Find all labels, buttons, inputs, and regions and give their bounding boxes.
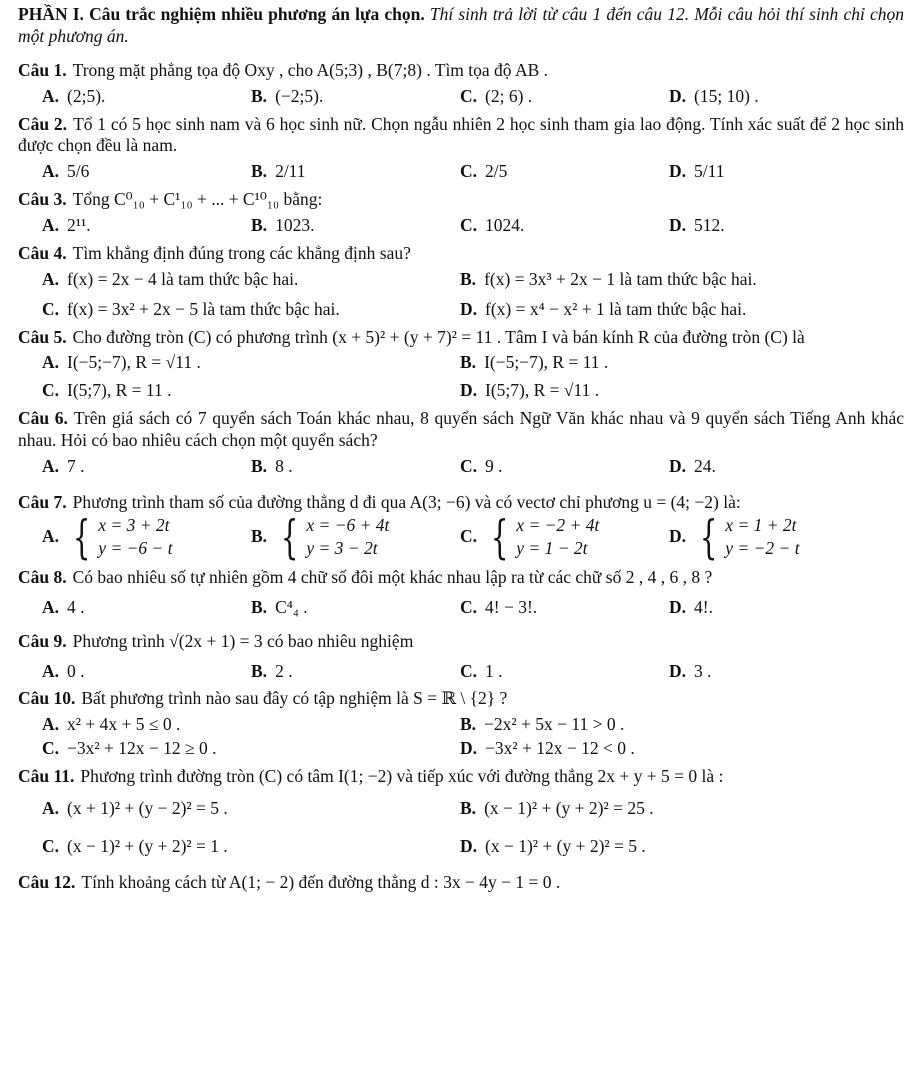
option-text: (x − 1)² + (y + 2)² = 25 . bbox=[484, 797, 654, 818]
option-text: 5/6 bbox=[67, 161, 90, 182]
brace-icon: { bbox=[72, 510, 91, 565]
option-text: −3x² + 12x − 12 ≥ 0 . bbox=[67, 738, 217, 759]
option-text: (x + 1)² + (y − 2)² = 5 . bbox=[67, 797, 228, 818]
equation-row: x = 3 + 2t bbox=[98, 514, 170, 535]
option-letter: C. bbox=[42, 380, 60, 401]
option-a[interactable] bbox=[42, 161, 251, 183]
option-letter: D. bbox=[669, 161, 687, 182]
question-4 bbox=[18, 243, 904, 321]
option-letter: D. bbox=[669, 85, 687, 106]
option-text: I(−5;−7), R = √11 . bbox=[67, 352, 201, 373]
option-b[interactable] bbox=[460, 798, 878, 820]
option-letter: D. bbox=[669, 215, 687, 235]
option-c[interactable] bbox=[42, 299, 460, 321]
option-letter: B. bbox=[251, 455, 268, 476]
option-b[interactable] bbox=[460, 714, 878, 736]
option-letter: A. bbox=[42, 352, 60, 373]
option-letter: D. bbox=[460, 380, 478, 401]
question-text: Phương trình tham số của đường thẳng d đi qua A(3; −6) và có vectơ chỉ phương u = (4; −2) là: bbox=[72, 491, 741, 512]
option-letter: A. bbox=[42, 797, 60, 818]
option-d[interactable] bbox=[460, 299, 878, 321]
option-d[interactable] bbox=[669, 661, 878, 683]
option-letter: D. bbox=[460, 835, 478, 856]
option-c[interactable] bbox=[460, 215, 669, 237]
question-label: Câu 6. bbox=[18, 408, 68, 429]
question-3 bbox=[18, 189, 904, 237]
option-letter: D. bbox=[460, 738, 478, 759]
option-text: 1023. bbox=[275, 215, 315, 235]
option-c[interactable] bbox=[42, 836, 460, 858]
option-text: 2¹¹. bbox=[67, 215, 91, 235]
option-text: I(−5;−7), R = 11 . bbox=[484, 352, 609, 373]
option-a[interactable] bbox=[42, 456, 251, 478]
question-1 bbox=[18, 60, 904, 108]
option-letter: A. bbox=[42, 596, 60, 617]
option-text: −2x² + 5x − 11 > 0 . bbox=[484, 714, 625, 735]
question-10 bbox=[18, 688, 904, 760]
option-letter: C. bbox=[460, 215, 478, 235]
question-text: Tổng C⁰₁₀ + C¹₁₀ + ... + C¹⁰₁₀ bằng: bbox=[72, 189, 323, 210]
question-2 bbox=[18, 114, 904, 184]
option-text: 9 . bbox=[485, 455, 503, 476]
option-b[interactable] bbox=[460, 269, 878, 291]
option-letter: B. bbox=[251, 215, 268, 235]
option-text: 0 . bbox=[67, 660, 85, 681]
option-a[interactable] bbox=[42, 352, 460, 374]
question-label: Câu 9. bbox=[18, 630, 67, 651]
option-letter: C. bbox=[460, 526, 478, 547]
option-letter: A. bbox=[42, 85, 60, 106]
equation-row: y = −6 − t bbox=[98, 538, 173, 559]
option-text: (2;5). bbox=[67, 85, 106, 106]
option-text: I(5;7), R = √11 . bbox=[485, 380, 600, 401]
option-c[interactable] bbox=[460, 597, 669, 619]
section-heading: PHẦN I. Câu trắc nghiệm nhiều phương án lựa chọn. bbox=[18, 4, 425, 24]
option-letter: C. bbox=[460, 85, 478, 106]
question-label: Câu 5. bbox=[18, 326, 67, 347]
equation-system bbox=[67, 510, 173, 565]
option-text: f(x) = 3x³ + 2x − 1 là tam thức bậc hai. bbox=[484, 268, 757, 289]
option-text: I(5;7), R = 11 . bbox=[67, 380, 172, 401]
question-text: Tìm khẳng định đúng trong các khẳng định sau? bbox=[72, 242, 411, 263]
question-text: Tổ 1 có 5 học sinh nam và 6 học sinh nữ. Chọn ngẫu nhiên 2 học sinh tham gia lao động. Tính xác suất để 2 học sinh được chọn đều là nam. bbox=[18, 113, 904, 156]
option-d[interactable] bbox=[669, 597, 878, 619]
option-text: (x − 1)² + (y + 2)² = 5 . bbox=[485, 835, 646, 856]
option-letter: D. bbox=[460, 298, 478, 319]
option-letter: A. bbox=[42, 526, 60, 547]
option-letter: C. bbox=[42, 298, 60, 319]
exam-page bbox=[18, 4, 904, 894]
option-text: 7 . bbox=[67, 455, 85, 476]
option-a[interactable] bbox=[42, 269, 460, 291]
option-d[interactable] bbox=[460, 380, 878, 402]
option-letter: A. bbox=[42, 714, 60, 735]
equation-row: x = −6 + 4t bbox=[306, 514, 390, 535]
question-9 bbox=[18, 631, 904, 683]
question-text: Cho đường tròn (C) có phương trình (x + 5)² + (y + 7)² = 11 . Tâm I và bán kính R của đường tròn (C) là bbox=[72, 326, 805, 347]
option-letter: D. bbox=[669, 526, 687, 547]
option-c[interactable] bbox=[460, 510, 669, 565]
option-letter: B. bbox=[251, 660, 268, 681]
question-label: Câu 1. bbox=[18, 59, 67, 80]
equation-system bbox=[694, 510, 800, 565]
option-letter: A. bbox=[42, 268, 60, 289]
option-letter: B. bbox=[460, 352, 477, 373]
option-text: 2/5 bbox=[485, 161, 508, 182]
option-letter: B. bbox=[251, 85, 268, 106]
option-text: −3x² + 12x − 12 < 0 . bbox=[485, 738, 635, 759]
option-d[interactable] bbox=[669, 215, 878, 237]
question-label: Câu 7. bbox=[18, 491, 67, 512]
question-label: Câu 11. bbox=[18, 766, 75, 786]
option-text: 8 . bbox=[275, 455, 293, 476]
question-text: Trong mặt phẳng tọa độ Oxy , cho A(5;3) , B(7;8) . Tìm tọa độ AB . bbox=[72, 59, 549, 80]
question-11 bbox=[18, 766, 904, 858]
question-label: Câu 12. bbox=[18, 871, 76, 892]
option-text: (15; 10) . bbox=[694, 85, 759, 106]
question-text: Tính khoảng cách từ A(1; − 2) đến đường thẳng d : 3x − 4y − 1 = 0 . bbox=[81, 871, 561, 892]
brace-icon: { bbox=[699, 510, 718, 565]
option-a[interactable] bbox=[42, 86, 251, 108]
option-a[interactable] bbox=[42, 597, 251, 619]
equation-system bbox=[485, 510, 600, 565]
option-letter: B. bbox=[251, 161, 268, 182]
option-letter: B. bbox=[251, 596, 268, 617]
equation-row: y = −2 − t bbox=[725, 538, 800, 559]
option-d[interactable] bbox=[669, 456, 878, 478]
option-text: C⁴₄ . bbox=[275, 596, 308, 617]
option-a[interactable] bbox=[42, 510, 251, 565]
option-letter: A. bbox=[42, 455, 60, 476]
question-label: Câu 4. bbox=[18, 242, 67, 263]
question-5 bbox=[18, 327, 904, 403]
option-a[interactable] bbox=[42, 661, 251, 683]
option-a[interactable] bbox=[42, 714, 460, 736]
option-d[interactable] bbox=[669, 161, 878, 183]
question-text: Phương trình √(2x + 1) = 3 có bao nhiêu nghiệm bbox=[72, 630, 414, 651]
equation-row: y = 1 − 2t bbox=[516, 538, 588, 559]
option-b[interactable] bbox=[251, 86, 460, 108]
option-a[interactable] bbox=[42, 215, 251, 237]
option-c[interactable] bbox=[460, 456, 669, 478]
option-text: 512. bbox=[694, 215, 725, 235]
question-8 bbox=[18, 567, 904, 619]
option-letter: D. bbox=[669, 455, 687, 476]
option-d[interactable] bbox=[460, 738, 878, 760]
option-text: 4!. bbox=[694, 596, 713, 617]
option-letter: B. bbox=[460, 797, 477, 818]
option-b[interactable] bbox=[251, 510, 460, 565]
option-letter: C. bbox=[460, 161, 478, 182]
option-text: 3 . bbox=[694, 660, 712, 681]
option-letter: C. bbox=[42, 738, 60, 759]
brace-icon: { bbox=[280, 510, 299, 565]
option-d[interactable] bbox=[460, 836, 878, 858]
option-text: 2 . bbox=[275, 660, 293, 681]
option-letter: D. bbox=[669, 660, 687, 681]
option-letter: A. bbox=[42, 215, 60, 235]
section-instruction: Thí sinh trả lời từ câu 1 đến câu 12. Mỗi câu hỏi thí sinh chỉ chọn một phương án. bbox=[18, 4, 905, 46]
option-c[interactable] bbox=[42, 380, 460, 402]
option-text: (x − 1)² + (y + 2)² = 1 . bbox=[67, 835, 228, 856]
option-text: (2; 6) . bbox=[485, 85, 533, 106]
option-text: f(x) = x⁴ − x² + 1 là tam thức bậc hai. bbox=[485, 298, 747, 319]
option-b[interactable] bbox=[251, 661, 460, 683]
question-7 bbox=[18, 491, 904, 565]
option-text: 5/11 bbox=[694, 161, 725, 182]
option-letter: A. bbox=[42, 660, 60, 681]
option-text: f(x) = 2x − 4 là tam thức bậc hai. bbox=[67, 268, 299, 289]
question-label: Câu 2. bbox=[18, 113, 68, 134]
question-text: Trên giá sách có 7 quyển sách Toán khác nhau, 8 quyển sách Ngữ Văn khác nhau và 9 quyển sách Tiếng Anh khác nhau. Hỏi có bao nhiêu cách chọn một quyển sách? bbox=[18, 408, 904, 450]
option-text: 1024. bbox=[485, 215, 525, 235]
option-letter: D. bbox=[669, 596, 687, 617]
option-c[interactable] bbox=[42, 738, 460, 760]
brace-icon: { bbox=[490, 510, 509, 565]
option-b[interactable] bbox=[460, 352, 878, 374]
option-letter: B. bbox=[460, 714, 477, 735]
equation-row: x = 1 + 2t bbox=[725, 514, 797, 535]
option-text: f(x) = 3x² + 2x − 5 là tam thức bậc hai. bbox=[67, 298, 340, 319]
option-text: 4 . bbox=[67, 596, 85, 617]
question-6 bbox=[18, 408, 904, 478]
option-text: 1 . bbox=[485, 660, 503, 681]
section-intro bbox=[18, 4, 904, 48]
question-label: Câu 3. bbox=[18, 189, 67, 210]
option-b[interactable] bbox=[251, 597, 460, 619]
option-letter: C. bbox=[42, 835, 60, 856]
option-letter: C. bbox=[460, 596, 478, 617]
equation-row: y = 3 − 2t bbox=[306, 538, 378, 559]
option-c[interactable] bbox=[460, 661, 669, 683]
option-a[interactable] bbox=[42, 798, 460, 820]
option-letter: A. bbox=[42, 161, 60, 182]
option-text: (−2;5). bbox=[275, 85, 324, 106]
question-text: Có bao nhiêu số tự nhiên gồm 4 chữ số đôi một khác nhau lập ra từ các chữ số 2 , 4 , 6 , 8 ? bbox=[72, 566, 713, 587]
question-label: Câu 10. bbox=[18, 688, 76, 709]
option-text: 4! − 3!. bbox=[485, 596, 538, 617]
option-d[interactable] bbox=[669, 86, 878, 108]
question-text: Phương trình đường tròn (C) có tâm I(1; −2) và tiếp xúc với đường thẳng 2x + y + 5 = 0 là : bbox=[80, 766, 724, 786]
equation-row: x = −2 + 4t bbox=[516, 514, 600, 535]
option-letter: C. bbox=[460, 660, 478, 681]
option-letter: B. bbox=[460, 268, 477, 289]
option-c[interactable] bbox=[460, 161, 669, 183]
question-text: Bất phương trình nào sau đây có tập nghiệm là S = ℝ \ {2} ? bbox=[81, 688, 508, 709]
option-text: 2/11 bbox=[275, 161, 306, 182]
option-b[interactable] bbox=[251, 215, 460, 237]
option-c[interactable] bbox=[460, 86, 669, 108]
option-letter: B. bbox=[251, 526, 268, 547]
option-letter: C. bbox=[460, 455, 478, 476]
question-label: Câu 8. bbox=[18, 566, 67, 587]
option-b[interactable] bbox=[251, 456, 460, 478]
option-b[interactable] bbox=[251, 161, 460, 183]
question-12 bbox=[18, 872, 904, 894]
option-d[interactable] bbox=[669, 510, 878, 565]
option-text: 24. bbox=[694, 455, 716, 476]
option-text: x² + 4x + 5 ≤ 0 . bbox=[67, 714, 181, 735]
equation-system bbox=[275, 510, 390, 565]
